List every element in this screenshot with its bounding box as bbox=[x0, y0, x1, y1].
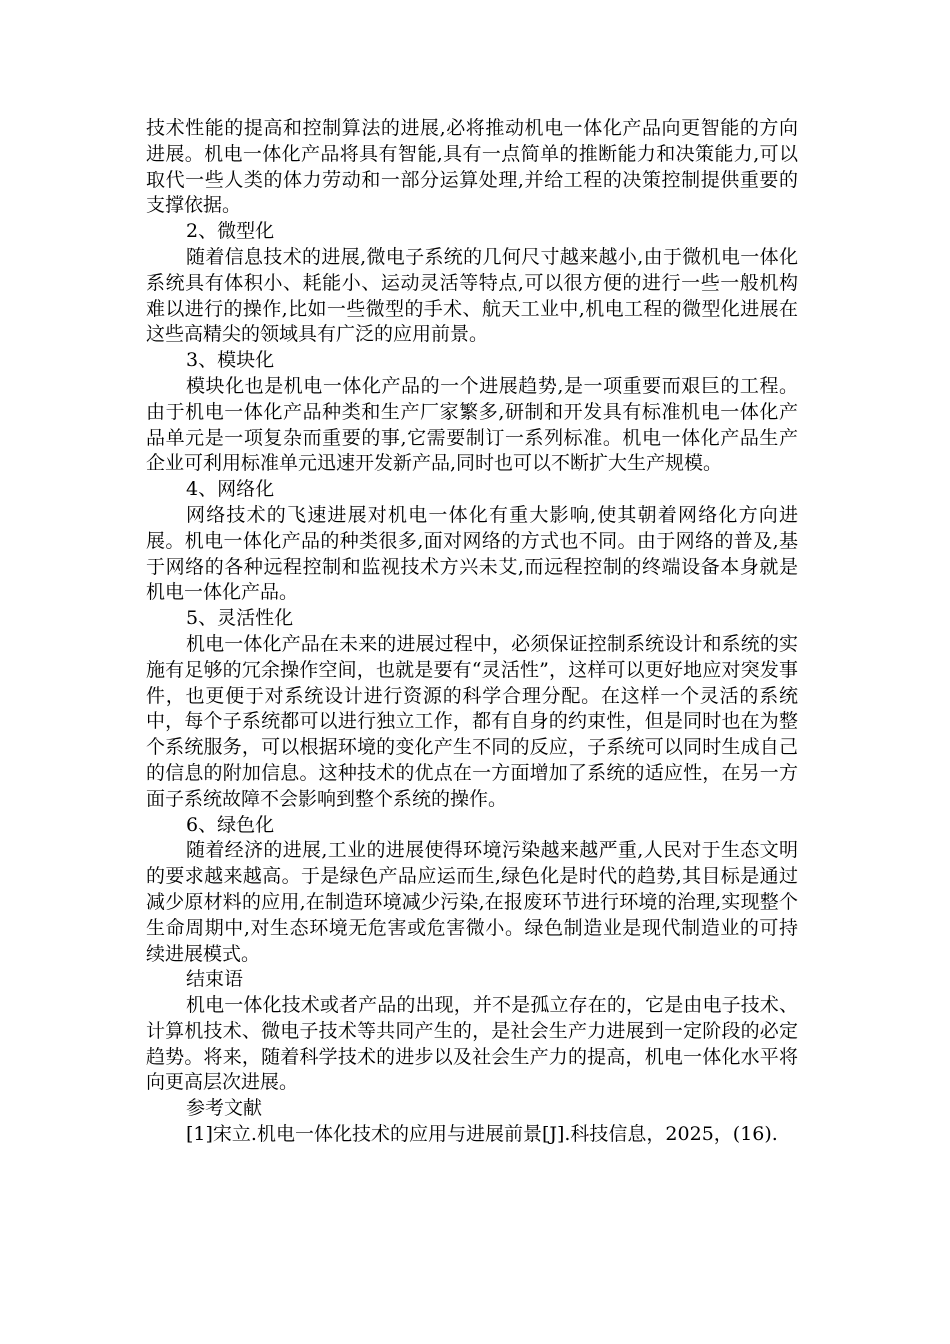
section-body-modularization: 模块化也是机电一体化产品的一个进展趋势,是一项重要而艰巨的工程。由于机电一体化产品种类和生产厂家繁多,研制和开发具有标准机电一体化产品单元是一项复杂而重要的事,它需要制订一系列标准。机电一体化产品生产企业可利用标准单元迅速开发新产品,同时也可以不断扩大生产规模。 bbox=[146, 374, 798, 475]
section-body-green: 随着经济的进展,工业的进展使得环境污染越来越严重,人民对于生态文明的要求越来越高。于是绿色产品应运而生,绿色化是时代的趋势,其目标是通过减少原材料的应用,在制造环境减少污染,在报废环节进行环境的治理,实现整个生命周期中,对生态环境无危害或危害微小。绿色制造业是现代制造业的可持续进展模式。 bbox=[146, 839, 798, 965]
document-page bbox=[146, 116, 798, 1148]
section-body-flexibility: 机电一体化产品在未来的进展过程中，必须保证控制系统设计和系统的实施有足够的冗余操作空间，也就是要有“灵活性”，这样可以更好地应对突发事件，也更便于对系统设计进行资源的科学合理分配。在这样一个灵活的系统中，每个子系统都可以进行独立工作，都有自身的约束性，但是同时也在为整个系统服务，可以根据环境的变化产生不同的反应，子系统可以同时生成自己的信息的附加信息。这种技术的优点在一方面增加了系统的适应性，在另一方面子系统故障不会影响到整个系统的操作。 bbox=[146, 632, 798, 810]
references-heading: 参考文献 bbox=[186, 1097, 263, 1120]
intro-paragraph: 技术性能的提高和控制算法的进展,必将推动机电一体化产品向更智能的方向进展。机电一体化产品将具有智能,具有一点简单的推断能力和决策能力,可以取代一些人类的体力劳动和一部分运算处理,并给工程的决策控制提供重要的支撑依据。 bbox=[146, 117, 798, 217]
reference-item: [1]宋立.机电一体化技术的应用与进展前景[J].科技信息，2025，(16). bbox=[186, 1123, 778, 1146]
conclusion-heading: 结束语 bbox=[186, 968, 244, 991]
section-heading-modularization: 3、模块化 bbox=[186, 349, 275, 372]
section-body-networking: 网络技术的飞速进展对机电一体化有重大影响,使其朝着网络化方向进展。机电一体化产品的种类很多,面对网络的方式也不同。由于网络的普及,基于网络的各种远程控制和监视技术方兴未艾,而远程控制的终端设备本身就是机电一体化产品。 bbox=[146, 503, 798, 604]
section-heading-miniaturization: 2、微型化 bbox=[186, 220, 275, 243]
conclusion-body: 机电一体化技术或者产品的出现，并不是孤立存在的，它是由电子技术、计算机技术、微电子技术等共同产生的，是社会生产力进展到一定阶段的必定趋势。将来，随着科学技术的进步以及社会生产力的提高，机电一体化水平将向更高层次进展。 bbox=[146, 994, 798, 1094]
section-heading-networking: 4、网络化 bbox=[186, 478, 275, 501]
section-heading-green: 6、绿色化 bbox=[186, 813, 275, 836]
section-body-miniaturization: 随着信息技术的进展,微电子系统的几何尺寸越来越小,由于微机电一体化系统具有体积小、耗能小、运动灵活等特点,可以很方便的进行一些一般机构难以进行的操作,比如一些微型的手术、航天工业中,机电工程的微型化进展在这些高精尖的领域具有广泛的应用前景。 bbox=[146, 245, 798, 346]
section-heading-flexibility: 5、灵活性化 bbox=[186, 607, 294, 630]
